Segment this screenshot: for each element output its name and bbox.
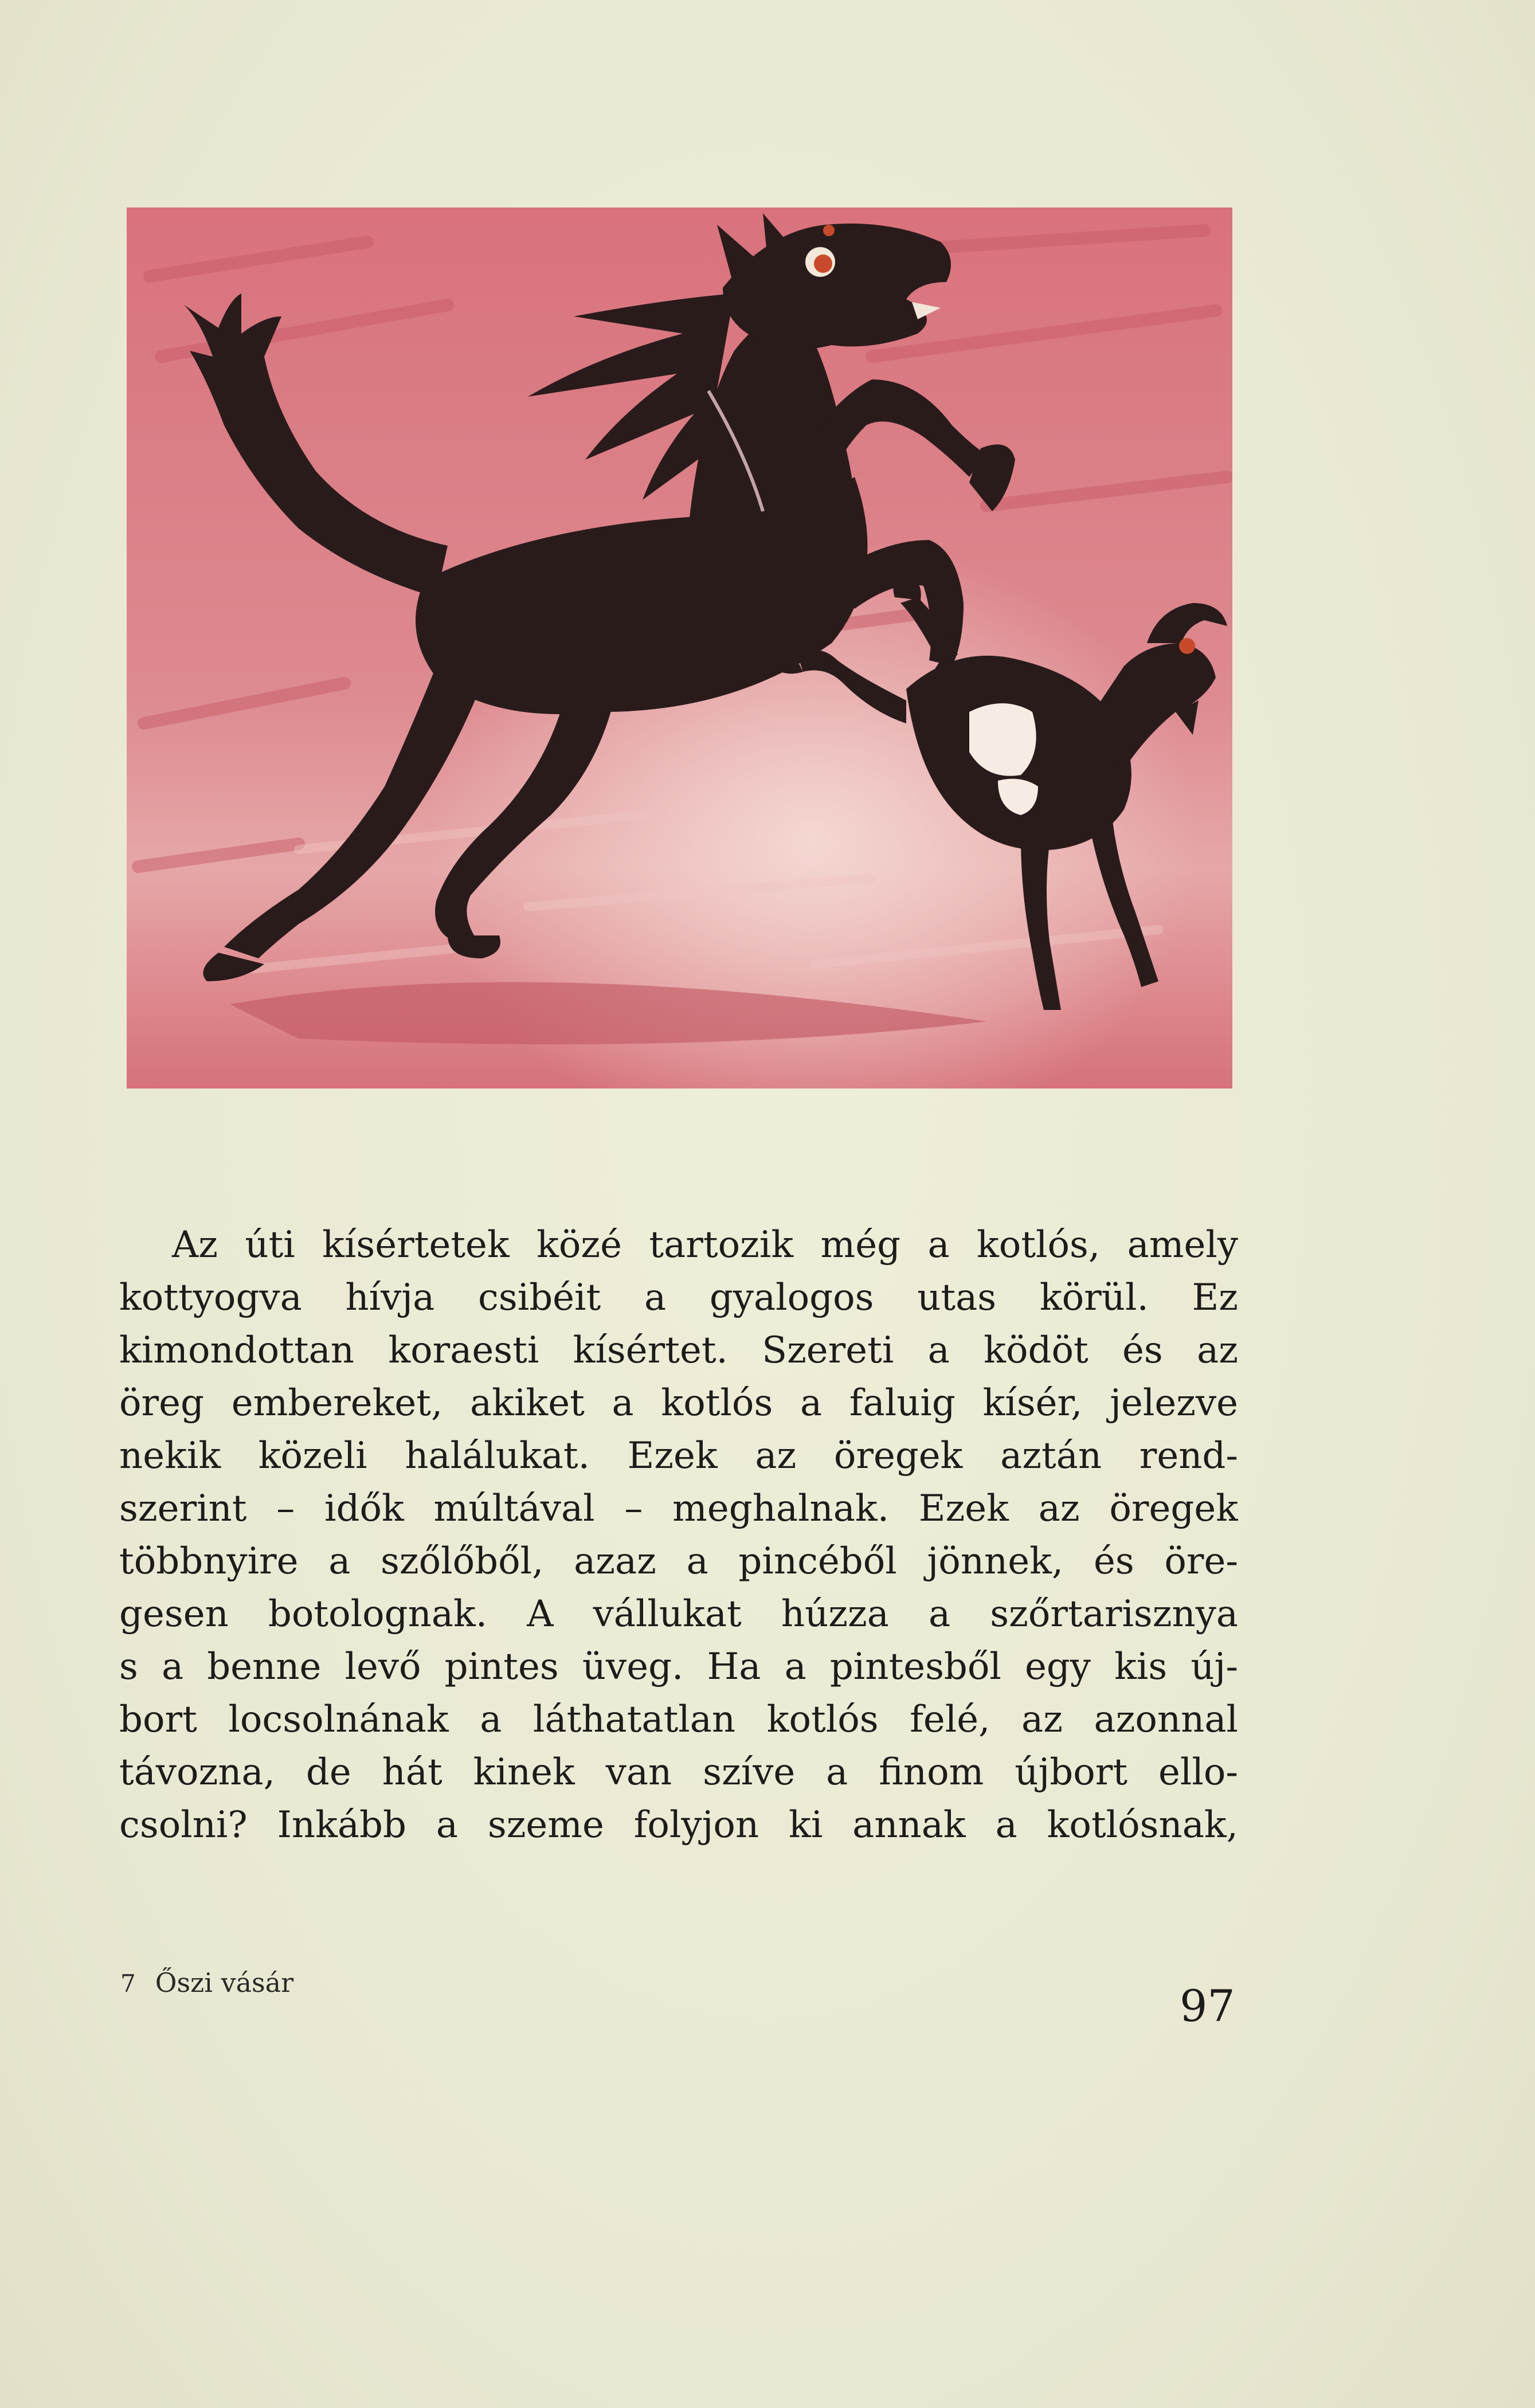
illustration-horse-and-goat xyxy=(127,207,1232,1089)
text-line: s a benne levő pintes üveg. Ha a pintesből egy kis új- xyxy=(119,1646,1238,1688)
text-line: öreg embereket, akiket a kotlós a faluig kísér, jelezve xyxy=(119,1382,1238,1424)
text-line: kimondottan koraesti kísértet. Szereti a ködöt és az xyxy=(119,1329,1238,1372)
goat-eye xyxy=(1179,638,1195,654)
text-line: gesen botolognak. A vállukat húzza a szőrtarisznya xyxy=(119,1593,1238,1635)
text-line: távozna, de hát kinek van szíve a finom újbort ello- xyxy=(119,1751,1238,1794)
text-line: Az úti kísértetek közé tartozik még a kotlós, amely xyxy=(172,1224,1238,1266)
signature-mark xyxy=(120,1967,293,1998)
illustration-canvas xyxy=(127,207,1232,1089)
body-text xyxy=(119,1219,1238,1851)
text-line: többnyire a szőlőből, azaz a pincéből jönnek, és öre- xyxy=(119,1540,1238,1583)
text-line: bort locsolnának a láthatatlan kotlós felé, az azonnal xyxy=(119,1698,1238,1741)
signature-number: 7 xyxy=(120,1970,136,1998)
text-line: nekik közeli halálukat. Ezek az öregek aztán rend- xyxy=(119,1435,1238,1477)
text-line: csolni? Inkább a szeme folyjon ki annak a kotlósnak, xyxy=(119,1804,1238,1846)
text-line: szerint – idők múltával – meghalnak. Ezek az öregek xyxy=(119,1487,1238,1530)
page-number: 97 xyxy=(1180,1980,1235,2031)
text-line: kottyogva hívja csibéit a gyalogos utas körül. Ez xyxy=(119,1277,1238,1319)
signature-title: Őszi vásár xyxy=(155,1967,294,1998)
